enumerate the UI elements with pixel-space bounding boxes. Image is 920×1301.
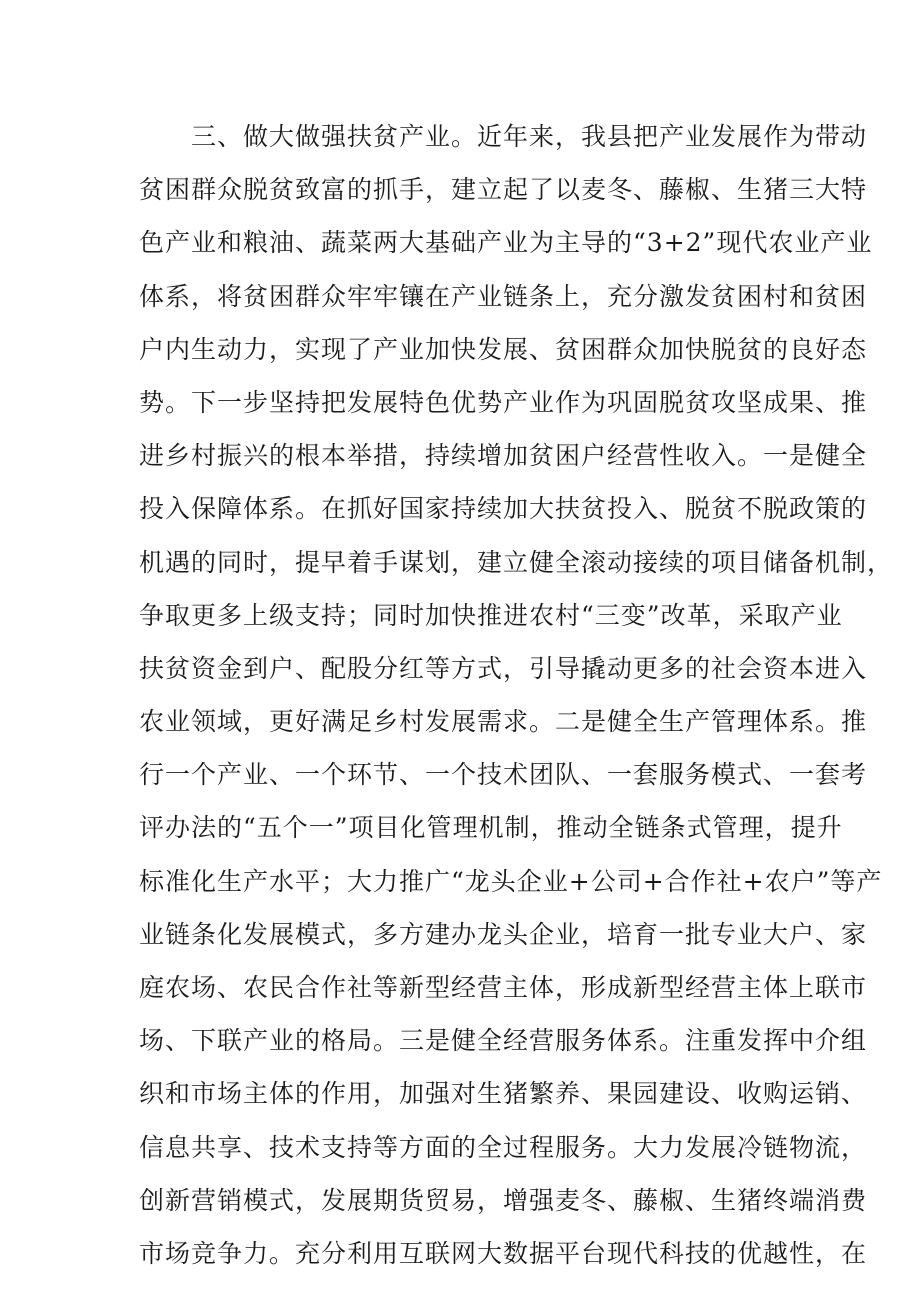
text-line: 庭农场、农民合作社等新型经营主体，形成新型经营主体上联市 [139,973,868,1002]
text-line: 贫困群众脱贫致富的抓手，建立起了以麦冬、藤椒、生猪三大特 [139,175,868,205]
text-line: 体系，将贫困群众牢牢镶在产业链条上，充分激发贫困村和贫困 [139,281,868,311]
text-line: 标准化生产水平；大力推广“龙头企业+公司+合作社+农户”等产 [139,866,883,896]
text-line: 三、做大做强扶贫产业。近年来，我县把产业发展作为带动 [139,122,868,151]
text-line: 业链条化发展模式，多方建办龙头企业，培育一批专业大户、家 [139,919,868,949]
text-line: 场、下联产业的格局。三是健全经营服务体系。注重发挥中介组 [139,1026,868,1056]
text-line: 争取更多上级支持；同时加快推进农村“三变”改革，采取产业 [139,600,843,630]
text-line: 户内生动力，实现了产业加快发展、贫困群众加快脱贫的良好态 [139,334,868,364]
text-line: 行一个产业、一个环节、一个技术团队、一套服务模式、一套考 [139,760,868,790]
text-line: 评办法的“五个一”项目化管理机制，推动全链条式管理，提升 [139,813,843,843]
body-paragraph [139,110,894,1280]
text-line: 进乡村振兴的根本举措，持续增加贫困户经营性收入。一是健全 [139,441,868,471]
text-line: 投入保障体系。在抓好国家持续加大扶贫投入、脱贫不脱政策的 [139,494,868,524]
text-line: 创新营销模式，发展期货贸易，增强麦冬、藤椒、生猪终端消费 [139,1185,868,1215]
text-line: 市场竞争力。充分利用互联网大数据平台现代科技的优越性，在 [139,1238,868,1268]
text-line: 扶贫资金到户、配股分红等方式，引导撬动更多的社会资本进入 [139,653,868,683]
text-line: 信息共享、技术支持等方面的全过程服务。大力发展冷链物流， [139,1132,868,1162]
text-line: 农业领域，更好满足乡村发展需求。二是健全生产管理体系。推 [139,707,868,737]
text-line: 机遇的同时，提早着手谋划，建立健全滚动接续的项目储备机制， [139,547,894,577]
text-line: 色产业和粮油、蔬菜两大基础产业为主导的“3+2”现代农业产业 [139,228,873,258]
text-line: 势。下一步坚持把发展特色优势产业作为巩固脱贫攻坚成果、推 [139,387,868,417]
text-line: 织和市场主体的作用，加强对生猪繁养、果园建设、收购运销、 [139,1079,868,1109]
